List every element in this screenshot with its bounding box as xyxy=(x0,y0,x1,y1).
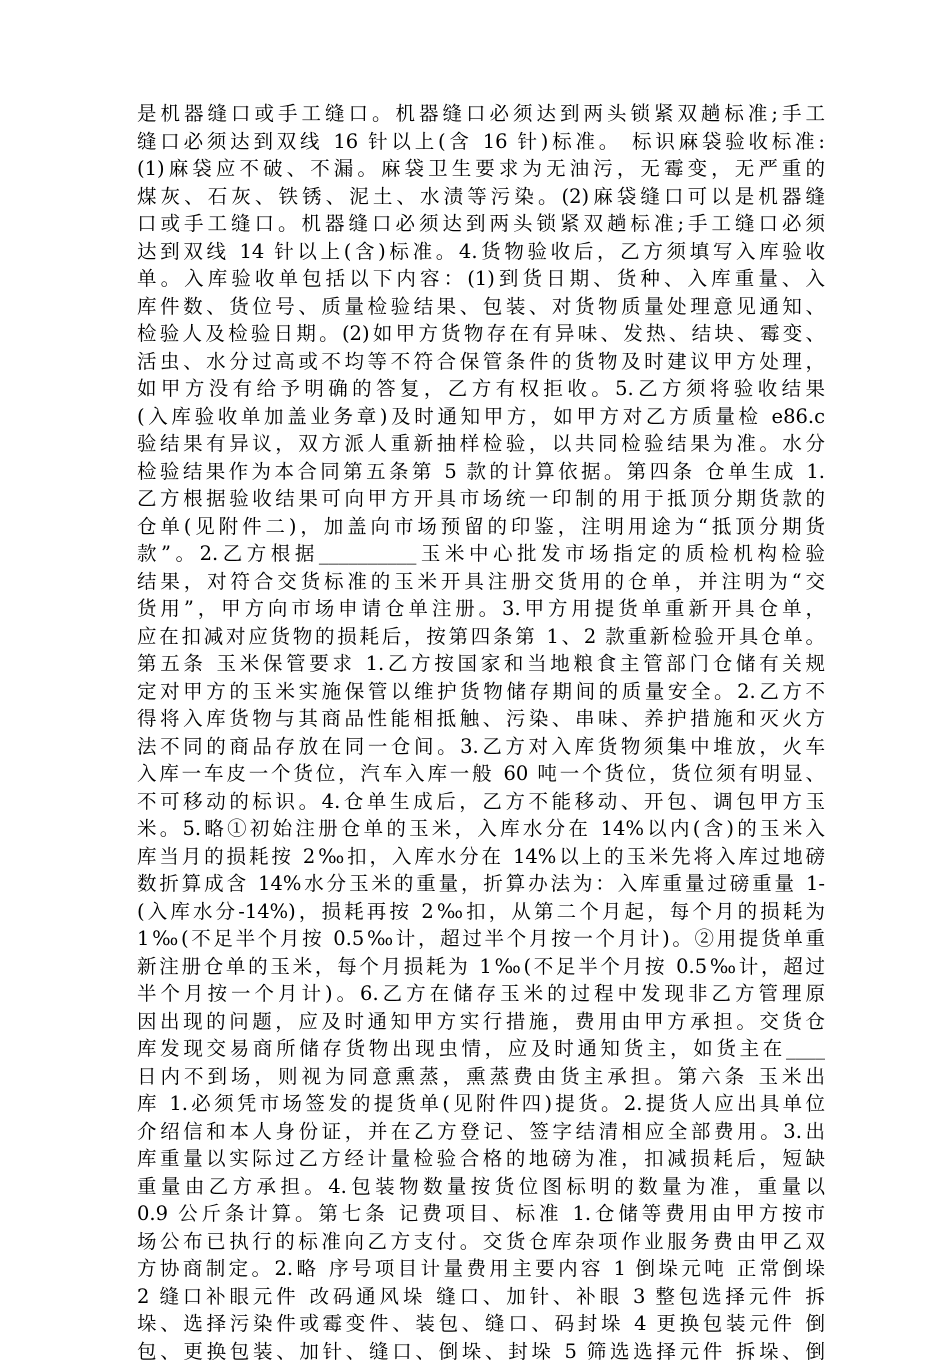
text-line-34: 因出现的问题，应及时通知甲方实行措施，费用由甲方承担。交货仓 xyxy=(137,1008,825,1036)
text-line-2: 缝口必须达到双线 16 针以上(含 16 针)标准。 标识麻袋验收标准: xyxy=(137,128,825,156)
text-line-4: 煤灰、石灰、铁锈、泥土、水渍等污染。(2)麻袋缝口可以是机器缝 xyxy=(137,183,825,211)
text-line-35: 库发现交易商所储存货物出现虫情，应及时通知货主，如货主在____ xyxy=(137,1035,825,1063)
text-line-37: 库 1.必须凭市场签发的提货单(见附件四)提货。2.提货人应出具单位 xyxy=(137,1090,825,1118)
text-line-25: 入库一车皮一个货位，汽车入库一般 60 吨一个货位，货位须有明显、 xyxy=(137,760,825,788)
text-line-18: 结果，对符合交货标准的玉米开具注册交货用的仓单，并注明为“交 xyxy=(137,568,825,596)
text-line-44: 2 缝口补眼元件 改码通风垛 缝口、加针、补眼 3 整包选择元件 拆 xyxy=(137,1283,825,1311)
text-line-27: 米。5.略①初始注册仓单的玉米，入库水分在 14%以内(含)的玉米入 xyxy=(137,815,825,843)
text-line-45: 垛、选择污染件或霉变件、装包、缝口、码封垛 4 更换包装元件 倒 xyxy=(137,1310,825,1338)
text-line-19: 货用”，甲方向市场申请仓单注册。3.甲方用提货单重新开具仓单， xyxy=(137,595,825,623)
text-line-13: 验结果有异议，双方派人重新抽样检验，以共同检验结果为准。水分 xyxy=(137,430,825,458)
text-line-7: 单。入库验收单包括以下内容：(1)到货日期、货种、入库重量、入 xyxy=(137,265,825,293)
text-line-20: 应在扣减对应货物的损耗后，按第四条第 1、2 款重新检验开具仓单。 xyxy=(137,623,825,651)
text-line-36: 日内不到场，则视为同意熏蒸，熏蒸费由货主承担。第六条 玉米出 xyxy=(137,1063,825,1091)
text-line-33: 半个月按一个月计)。6.乙方在储存玉米的过程中发现非乙方管理原 xyxy=(137,980,825,1008)
text-line-15: 乙方根据验收结果可向甲方开具市场统一印制的用于抵顶分期货款的 xyxy=(137,485,825,513)
text-line-11: 如甲方没有给予明确的答复，乙方有权拒收。5.乙方须将验收结果 xyxy=(137,375,825,403)
text-line-12: (入库验收单加盖业务章)及时通知甲方，如甲方对乙方质量检 e86.c xyxy=(137,403,825,431)
text-line-22: 定对甲方的玉米实施保管以维护货物储存期间的质量安全。2.乙方不 xyxy=(137,678,825,706)
text-line-17: 款”。2.乙方根据__________玉米中心批发市场指定的质检机构检验 xyxy=(137,540,825,568)
text-line-41: 0.9 公斤条计算。第七条 记费项目、标准 1.仓储等费用由甲方按市 xyxy=(137,1200,825,1228)
text-line-9: 检验人及检验日期。(2)如甲方货物存在有异味、发热、结块、霉变、 xyxy=(137,320,825,348)
text-line-26: 不可移动的标识。4.仓单生成后，乙方不能移动、开包、调包甲方玉 xyxy=(137,788,825,816)
text-line-8: 库件数、货位号、质量检验结果、包装、对货物质量处理意见通知、 xyxy=(137,293,825,321)
text-line-28: 库当月的损耗按 2‰扣，入库水分在 14%以上的玉米先将入库过地磅 xyxy=(137,843,825,871)
contract-text-body xyxy=(137,100,825,1365)
text-line-6: 达到双线 14 针以上(含)标准。4.货物验收后，乙方须填写入库验收 xyxy=(137,238,825,266)
text-line-43: 方协商制定。2.略 序号项目计量费用主要内容 1 倒垛元吨 正常倒垛 xyxy=(137,1255,825,1283)
text-line-5: 口或手工缝口。机器缝口必须达到两头锁紧双趟标准;手工缝口必须 xyxy=(137,210,825,238)
text-line-39: 库重量以实际过乙方经计量检验合格的地磅为准，扣减损耗后，短缺 xyxy=(137,1145,825,1173)
text-line-38: 介绍信和本人身份证，并在乙方登记、签字结清相应全部费用。3.出 xyxy=(137,1118,825,1146)
text-line-16: 仓单(见附件二)，加盖向市场预留的印鉴，注明用途为“抵顶分期货 xyxy=(137,513,825,541)
text-line-46: 包、更换包装、加针、缝口、倒垛、封垛 5 筛选选择元件 拆垛、倒 xyxy=(137,1338,825,1365)
text-line-42: 场公布已执行的标准向乙方支付。交货仓库杂项作业服务费由甲乙双 xyxy=(137,1228,825,1256)
text-line-14: 检验结果作为本合同第五条第 5 款的计算依据。第四条 仓单生成 1. xyxy=(137,458,825,486)
text-line-30: (入库水分-14%)，损耗再按 2‰扣，从第二个月起，每个月的损耗为 xyxy=(137,898,825,926)
text-line-31: 1‰(不足半个月按 0.5‰计，超过半个月按一个月计)。②用提货单重 xyxy=(137,925,825,953)
text-line-29: 数折算成含 14%水分玉米的重量，折算办法为：入库重量过磅重量 1- xyxy=(137,870,825,898)
text-line-24: 法不同的商品存放在同一仓间。3.乙方对入库货物须集中堆放，火车 xyxy=(137,733,825,761)
text-line-40: 重量由乙方承担。4.包装物数量按货位图标明的数量为准，重量以 xyxy=(137,1173,825,1201)
text-line-1: 是机器缝口或手工缝口。机器缝口必须达到两头锁紧双趟标准;手工 xyxy=(137,100,825,128)
text-line-23: 得将入库货物与其商品性能相抵触、污染、串味、养护措施和灭火方 xyxy=(137,705,825,733)
text-line-21: 第五条 玉米保管要求 1.乙方按国家和当地粮食主管部门仓储有关规 xyxy=(137,650,825,678)
text-line-10: 活虫、水分过高或不均等不符合保管条件的货物及时建议甲方处理， xyxy=(137,348,825,376)
text-line-3: (1)麻袋应不破、不漏。麻袋卫生要求为无油污，无霉变，无严重的 xyxy=(137,155,825,183)
text-line-32: 新注册仓单的玉米，每个月损耗为 1‰(不足半个月按 0.5‰计，超过 xyxy=(137,953,825,981)
